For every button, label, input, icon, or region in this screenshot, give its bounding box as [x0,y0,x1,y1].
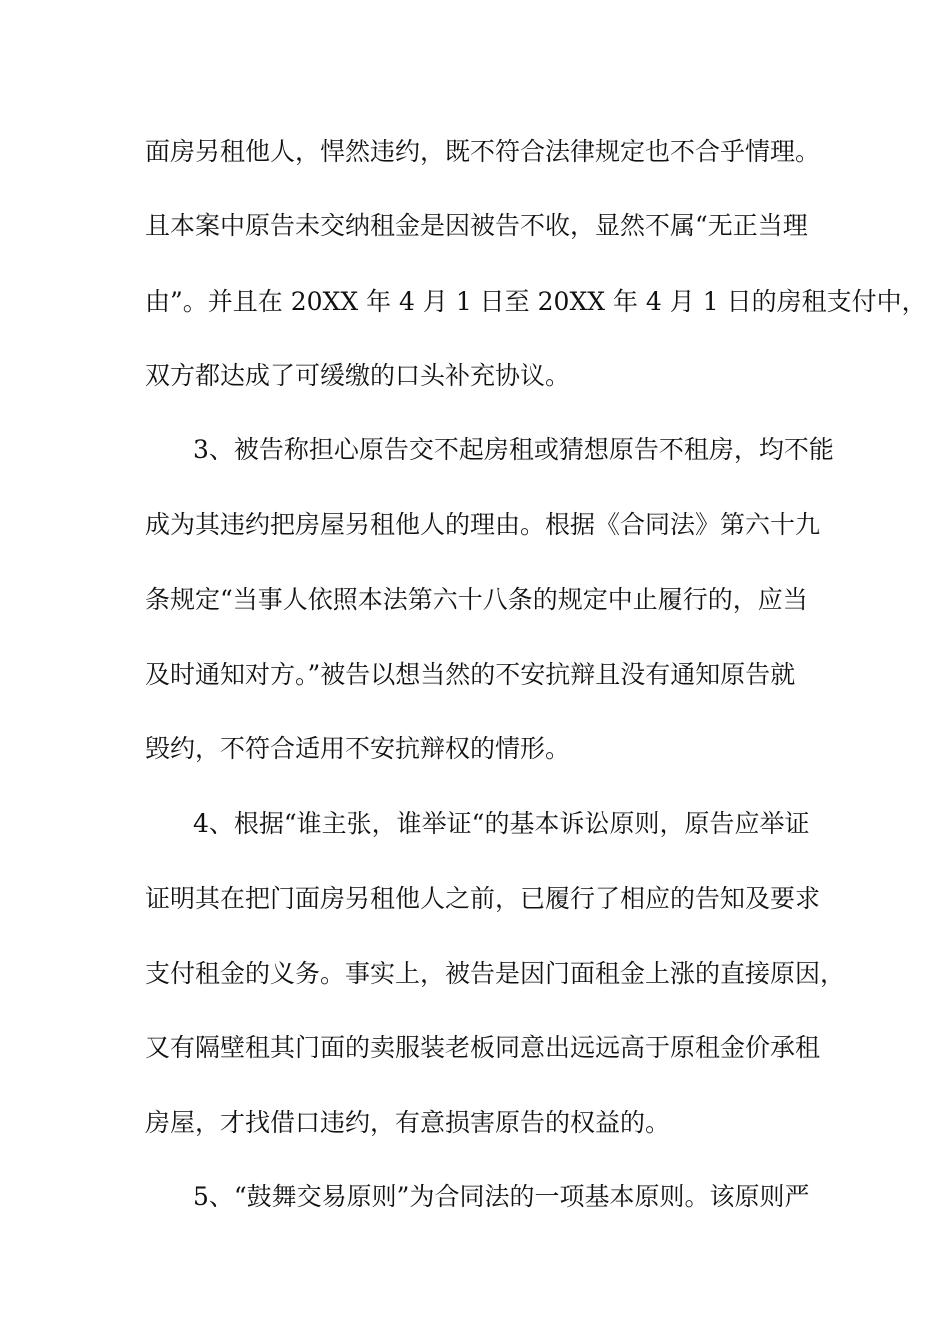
paragraph-5-start: 5、“鼓舞交易原则”为合同法的一项基本原则。该原则严 [193,1182,810,1211]
text-line: 面房另租他人，悍然违约，既不符合法律规定也不合乎情理。 [145,137,821,166]
text-line: 成为其违约把房屋另租他人的理由。根据《合同法》第六十九 [145,510,821,539]
text-line: 双方都达成了可缓缴的口头补充协议。 [145,361,571,390]
text-line: 证明其在把门面房另租他人之前，已履行了相应的告知及要求 [145,884,821,913]
paragraph-4-start: 4、根据“谁主张，谁举证“的基本诉讼原则，原告应举证 [193,809,810,838]
text-line: 支付租金的义务。事实上，被告是因门面租金上涨的直接原因， [145,959,846,988]
text-line: 条规定“当事人依照本法第六十八条的规定中止履行的，应当 [145,585,808,614]
paragraph-3-start: 3、被告称担心原告交不起房租或猜想原告不租房，均不能 [193,435,834,464]
text-line: 由”。并且在 20XX 年 4 月 1 日至 20XX 年 4 月 1 日的房租支付中， [145,287,927,316]
text-line: 且本案中原告未交纳租金是因被告不收，显然不属“无正当理 [145,211,808,240]
text-line: 毁约，不符合适用不安抗辩权的情形。 [145,734,571,763]
text-line: 房屋，才找借口违约，有意损害原告的权益的。 [145,1108,671,1137]
text-line: 及时通知对方。”被告以想当然的不安抗辩且没有通知原告就 [145,660,796,689]
text-line: 又有隔壁租其门面的卖服装老板同意出远远高于原租金价承租 [145,1033,821,1062]
